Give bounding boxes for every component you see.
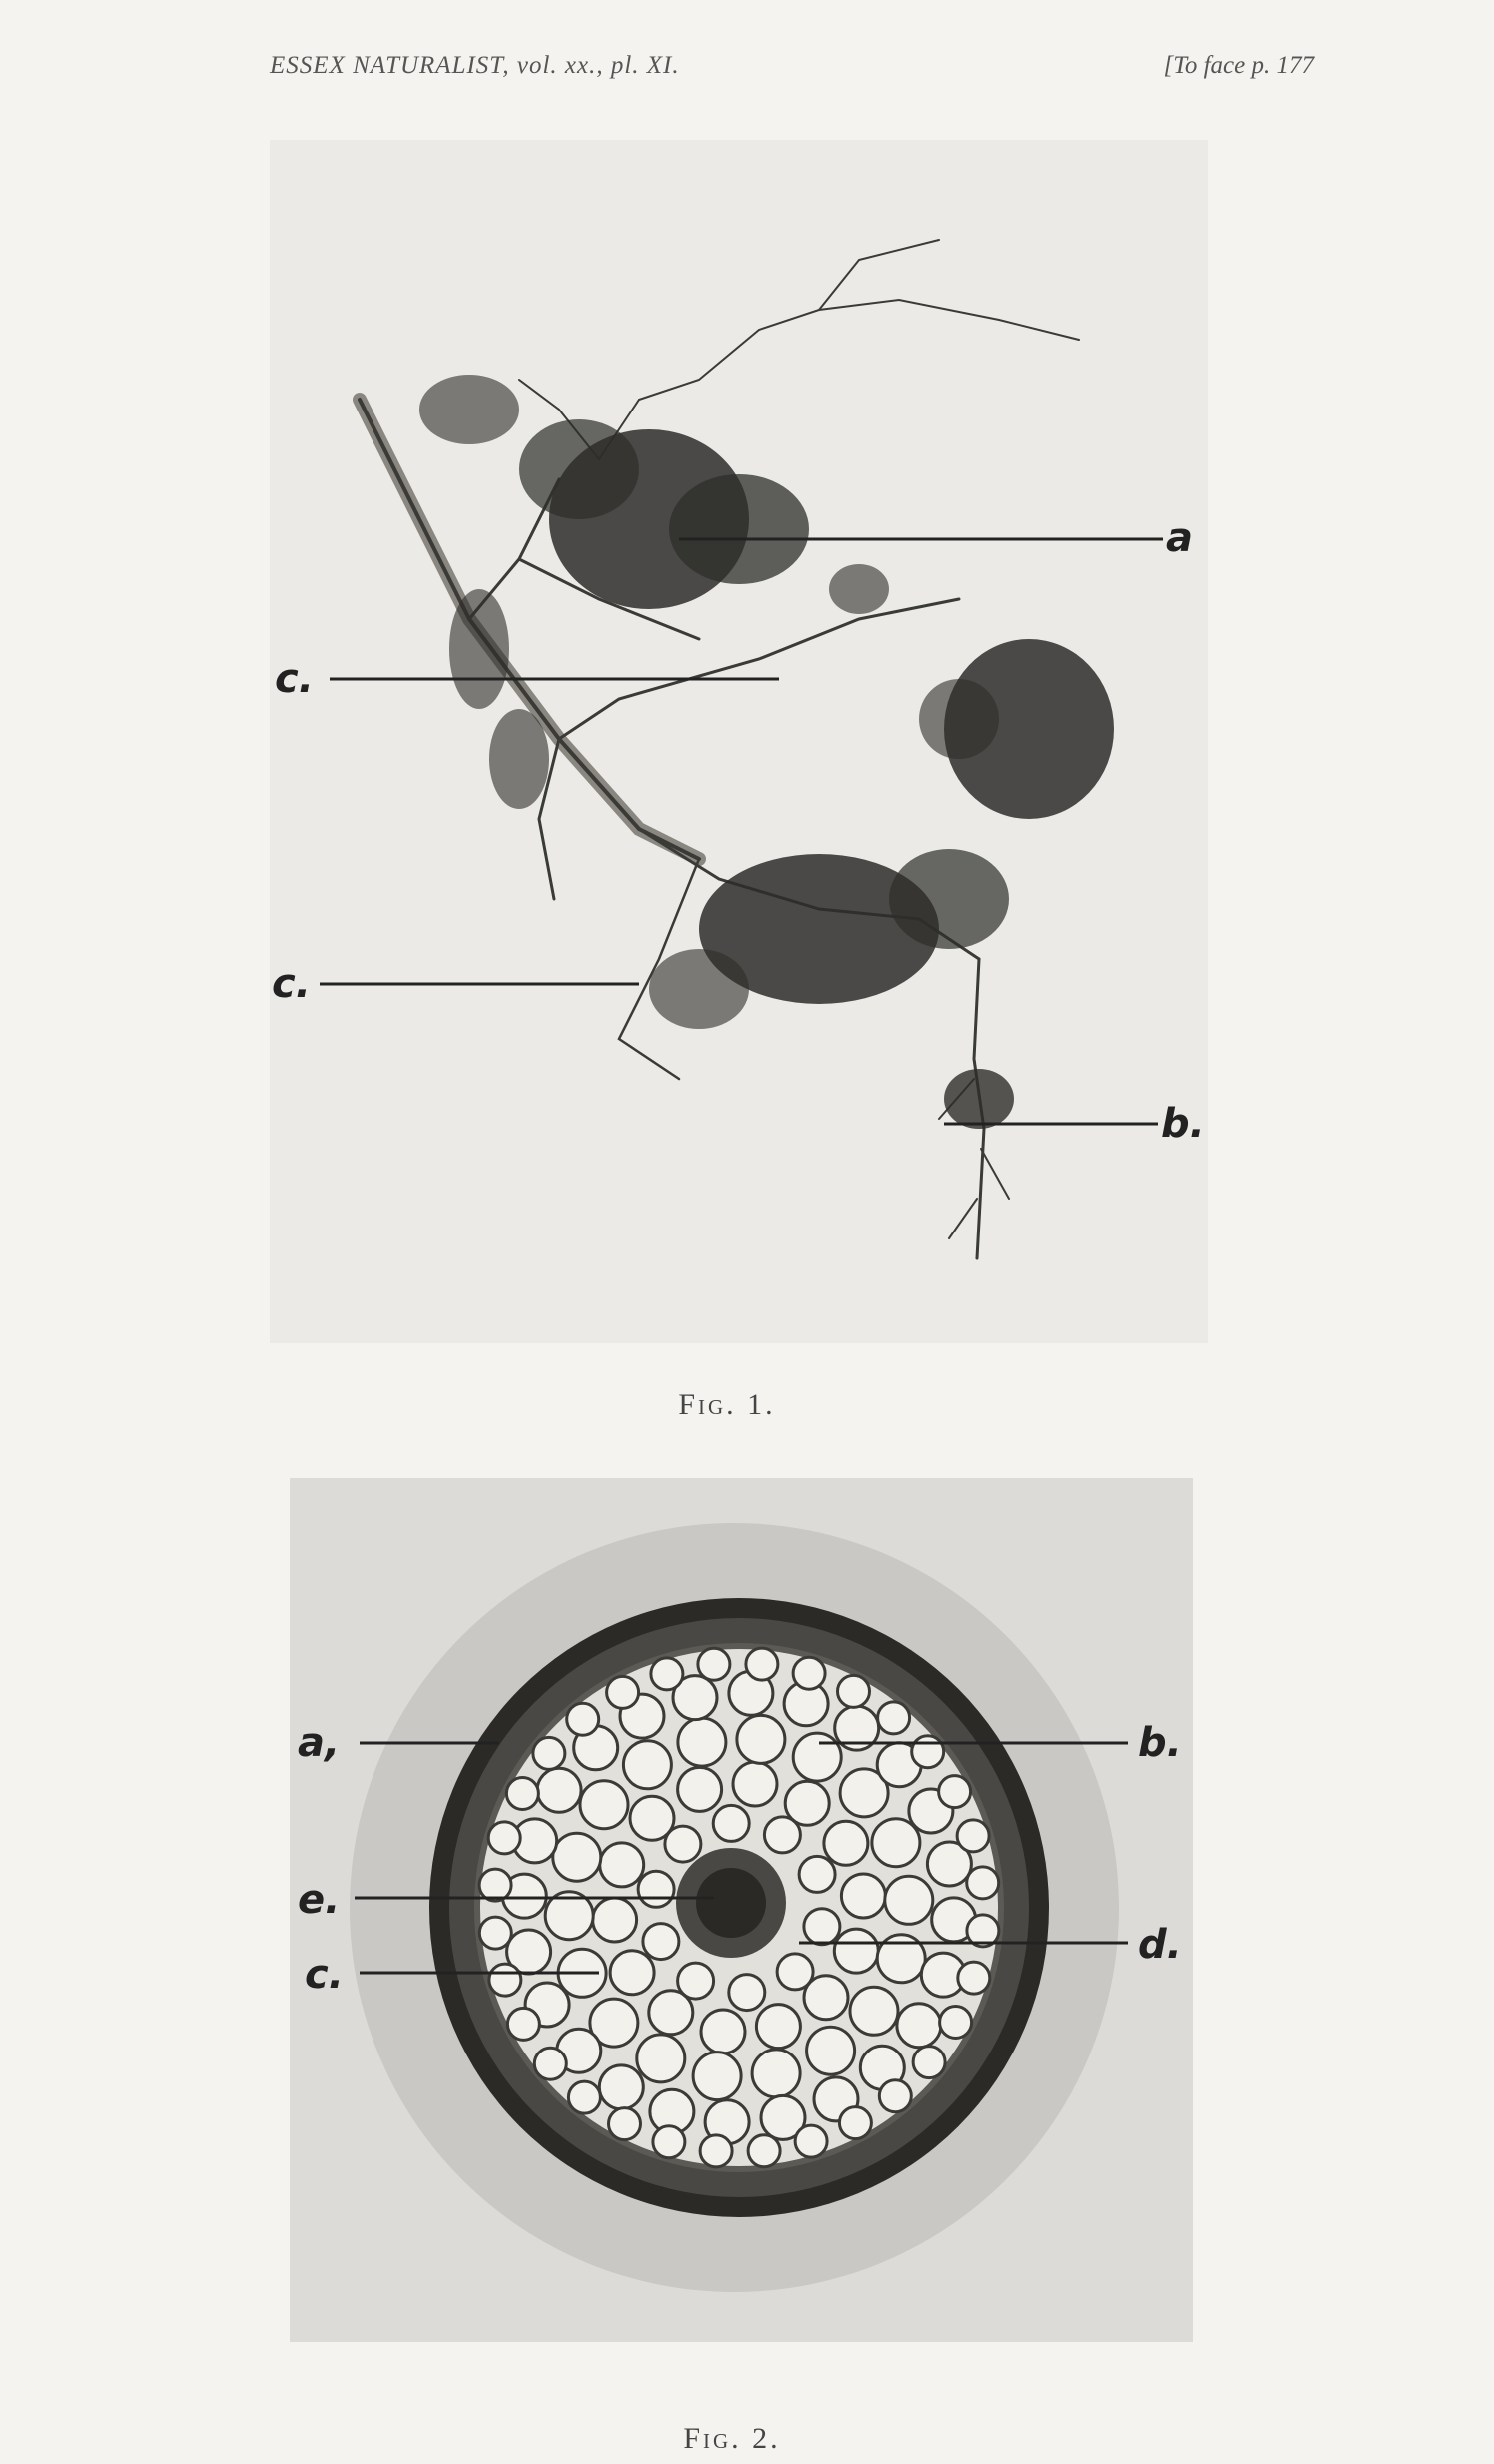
tissue-cell xyxy=(967,1867,999,1899)
tissue-cell xyxy=(804,1976,848,2020)
tissue-cell xyxy=(752,2050,800,2097)
tissue-cell xyxy=(678,1767,722,1811)
tissue-cell xyxy=(841,1874,885,1918)
tissue-cell xyxy=(643,1924,679,1960)
tissue-cell xyxy=(872,1819,920,1867)
tissue-cell xyxy=(479,1869,511,1901)
tissue-cell xyxy=(834,1929,878,1973)
tissue-cell xyxy=(713,1805,749,1841)
tissue-cell xyxy=(630,1796,674,1840)
running-header-page-ref: [To face p. 177 xyxy=(1163,52,1314,79)
tissue-cell xyxy=(593,1898,637,1942)
tissue-cell xyxy=(534,2048,566,2079)
tissue-cell xyxy=(479,1917,511,1949)
tissue-cell xyxy=(567,1703,599,1735)
figure-2-label-b: b. xyxy=(1138,1720,1182,1766)
tissue-cell xyxy=(939,1776,971,1808)
tissue-cell xyxy=(700,2135,732,2167)
tissue-cell xyxy=(804,1909,840,1945)
tissue-cell xyxy=(533,1737,565,1769)
tissue-cell xyxy=(795,2125,827,2157)
tissue-cell xyxy=(913,2047,945,2078)
tissue-cell xyxy=(653,2126,685,2158)
tissue-cell xyxy=(850,1987,898,2035)
tissue-cell xyxy=(506,1778,538,1810)
tissue-cell xyxy=(733,1762,777,1806)
tissue-cell xyxy=(793,1657,825,1689)
figure-2-label-a: a, xyxy=(298,1720,341,1766)
tissue-cell xyxy=(940,2007,972,2039)
tissue-cell xyxy=(958,1962,990,1994)
running-header-title: ESSEX NATURALIST, vol. xx., pl. XI. xyxy=(270,52,680,79)
tissue-cell xyxy=(756,2005,800,2049)
tissue-cell xyxy=(553,1833,601,1881)
tissue-cell xyxy=(885,1876,933,1924)
tissue-cell xyxy=(693,2053,741,2100)
tissue-cell xyxy=(824,1821,868,1865)
tissue-cell xyxy=(785,1781,829,1825)
figure-1-label-a: a xyxy=(1166,515,1193,561)
tissue-cell xyxy=(488,1822,520,1854)
tissue-cell xyxy=(793,1733,841,1781)
figure-1-leader-lines xyxy=(320,539,1163,1124)
tissue-cell xyxy=(607,1676,639,1708)
tissue-cell xyxy=(678,1718,726,1766)
figure-1-label-c-upper: c. xyxy=(275,656,314,702)
tissue-cell xyxy=(912,1736,944,1768)
figure-2-stele xyxy=(676,1848,786,1958)
figure-2-label-c: c. xyxy=(305,1952,344,1998)
tissue-cell xyxy=(599,2065,643,2109)
figure-1-caption: Fig. 1. xyxy=(678,1388,776,1421)
tissue-cell xyxy=(568,2081,600,2113)
tissue-cell xyxy=(701,2010,745,2053)
tissue-cell xyxy=(799,1856,835,1892)
tissue-cell xyxy=(537,1768,581,1812)
figure-2-caption: Fig. 2. xyxy=(683,2422,781,2455)
tissue-cell xyxy=(600,1843,644,1887)
tissue-cell xyxy=(748,2135,780,2167)
figure-1-moss-clumps xyxy=(419,375,1114,1129)
tissue-cell xyxy=(839,2107,871,2139)
tissue-cell xyxy=(651,1658,683,1690)
figure-2-label-e: e. xyxy=(298,1877,341,1923)
tissue-cell xyxy=(638,1871,674,1907)
tissue-cell xyxy=(807,2027,855,2074)
tissue-cell xyxy=(729,1975,765,2011)
tissue-cell xyxy=(746,1648,778,1680)
tissue-cell xyxy=(737,1715,785,1763)
tissue-cell xyxy=(610,1951,654,1995)
figure-2-label-d: d. xyxy=(1138,1922,1182,1968)
tissue-cell xyxy=(609,2108,641,2140)
tissue-cell xyxy=(698,1648,730,1680)
tissue-cell xyxy=(879,2080,911,2112)
tissue-cell xyxy=(507,2008,539,2040)
tissue-cell xyxy=(838,1675,870,1707)
tissue-cell xyxy=(637,2035,685,2082)
tissue-cell xyxy=(580,1781,628,1829)
tissue-cell xyxy=(957,1820,989,1852)
tissue-cell xyxy=(878,1702,910,1734)
tissue-cell xyxy=(897,2004,941,2048)
tissue-cell xyxy=(649,1991,693,2035)
figure-1-label-b: b. xyxy=(1161,1101,1205,1147)
figure-1-label-c-lower: c. xyxy=(272,961,311,1007)
tissue-cell xyxy=(489,1964,521,1996)
tissue-cell xyxy=(623,1741,671,1789)
